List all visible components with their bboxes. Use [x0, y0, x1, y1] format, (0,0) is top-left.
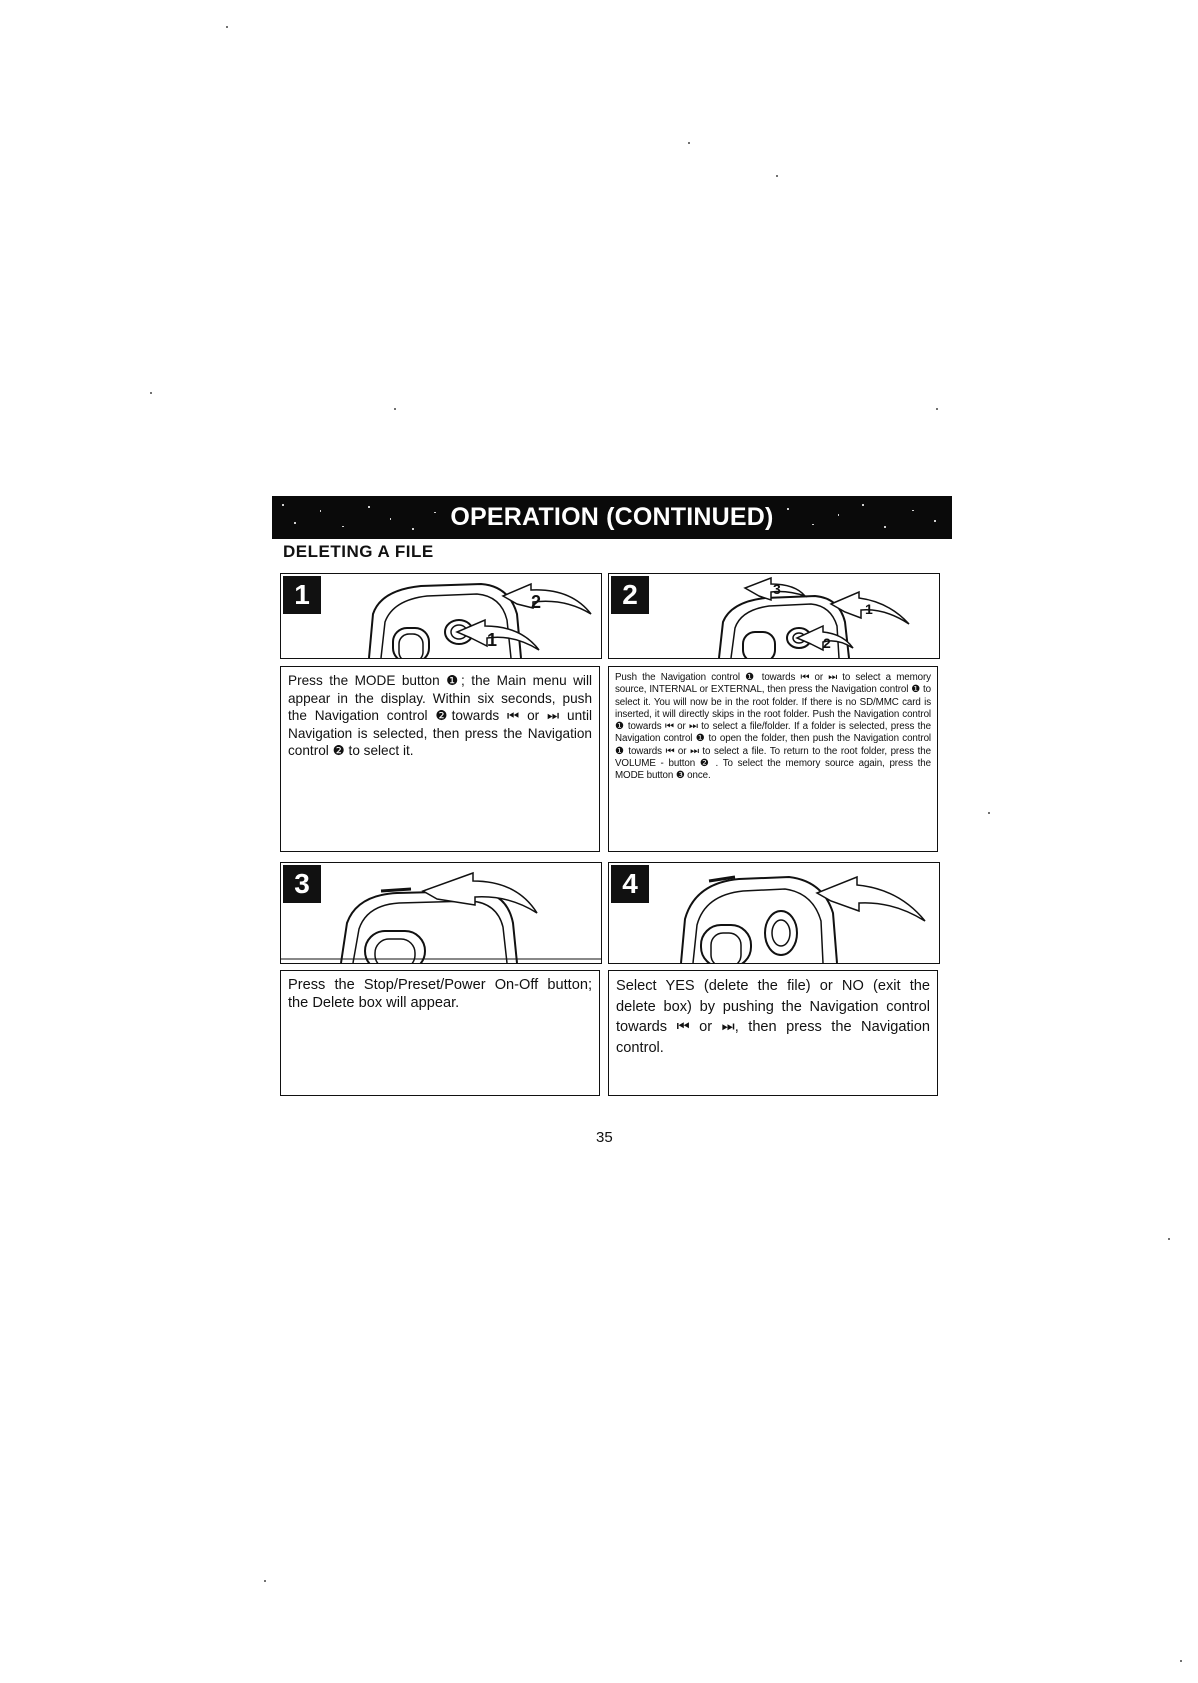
step-2-instruction: Push the Navigation control ❶ towards ⏮ or ⏭ to select a memory source, INTERNAL or EXTERNAL, then press the Navigation control ❶ to select it. You will now be in the root folder. If there is no SD/MMC card is inserted, it will directly skips in the root folder. Push the Navigation control ❶ towards ⏮ or ⏭ to select a file/folder. If a folder is selected, press the Navigation control ❶ to open the folder, then push the Navigation control ❶ towards ⏮ or ⏭ to select a file. To return to the root folder, press the VOLUME - button ❷ . To select the memory source again, press the MODE button ❸ once.	[615, 672, 931, 782]
step-3-badge: 3	[283, 865, 321, 903]
page-number: 35	[596, 1129, 613, 1146]
scan-dot	[1180, 1660, 1182, 1662]
device-illustration	[281, 574, 601, 658]
scan-dot	[776, 175, 778, 177]
device-illustration	[609, 574, 939, 658]
callout-label: 1	[487, 630, 498, 650]
step-1-figure	[280, 573, 602, 659]
step-1-badge: 1	[283, 576, 321, 614]
scan-dot	[1168, 1238, 1170, 1240]
device-illustration	[281, 863, 601, 963]
callout-label: 2	[531, 592, 542, 612]
scan-dot	[264, 1580, 266, 1582]
scan-dot	[936, 408, 938, 410]
callout-label: 2	[823, 635, 831, 651]
step-2-text-box	[608, 666, 938, 852]
step-3-text-box	[280, 970, 600, 1096]
section-title: DELETING A FILE	[283, 542, 434, 561]
step-1-text-box	[280, 666, 600, 852]
scan-dot	[394, 408, 396, 410]
step-2-figure	[608, 573, 940, 659]
step-3-figure	[280, 862, 602, 964]
scan-dot	[988, 812, 990, 814]
step-4-figure	[608, 862, 940, 964]
step-4-instruction: Select YES (delete the file) or NO (exit the delete box) by pushing the Navigation control towards ⏮ or ⏭, then press the Navigation control.	[616, 978, 930, 1056]
arrow-icon	[423, 873, 537, 913]
scan-dot	[226, 26, 228, 28]
section-header-bar	[272, 496, 952, 539]
callout-label: 3	[773, 581, 781, 597]
callout-label: 1	[865, 601, 873, 617]
step-4-text-box	[608, 970, 938, 1096]
device-illustration	[609, 863, 939, 963]
scan-dot	[688, 142, 690, 144]
step-1-instruction: Press the MODE button ❶; the Main menu will appear in the display. Within six seconds, push the Navigation control ❷towards ⏮ or ⏭ until Navigation is selected, then press the Navigation control ❷ to select it.	[288, 673, 592, 758]
step-3-instruction: Press the Stop/Preset/Power On-Off button; the Delete box will appear.	[288, 977, 592, 1011]
header-title: OPERATION (CONTINUED)	[450, 503, 774, 531]
step-2-badge: 2	[611, 576, 649, 614]
step-4-badge: 4	[611, 865, 649, 903]
scan-dot	[150, 392, 152, 394]
